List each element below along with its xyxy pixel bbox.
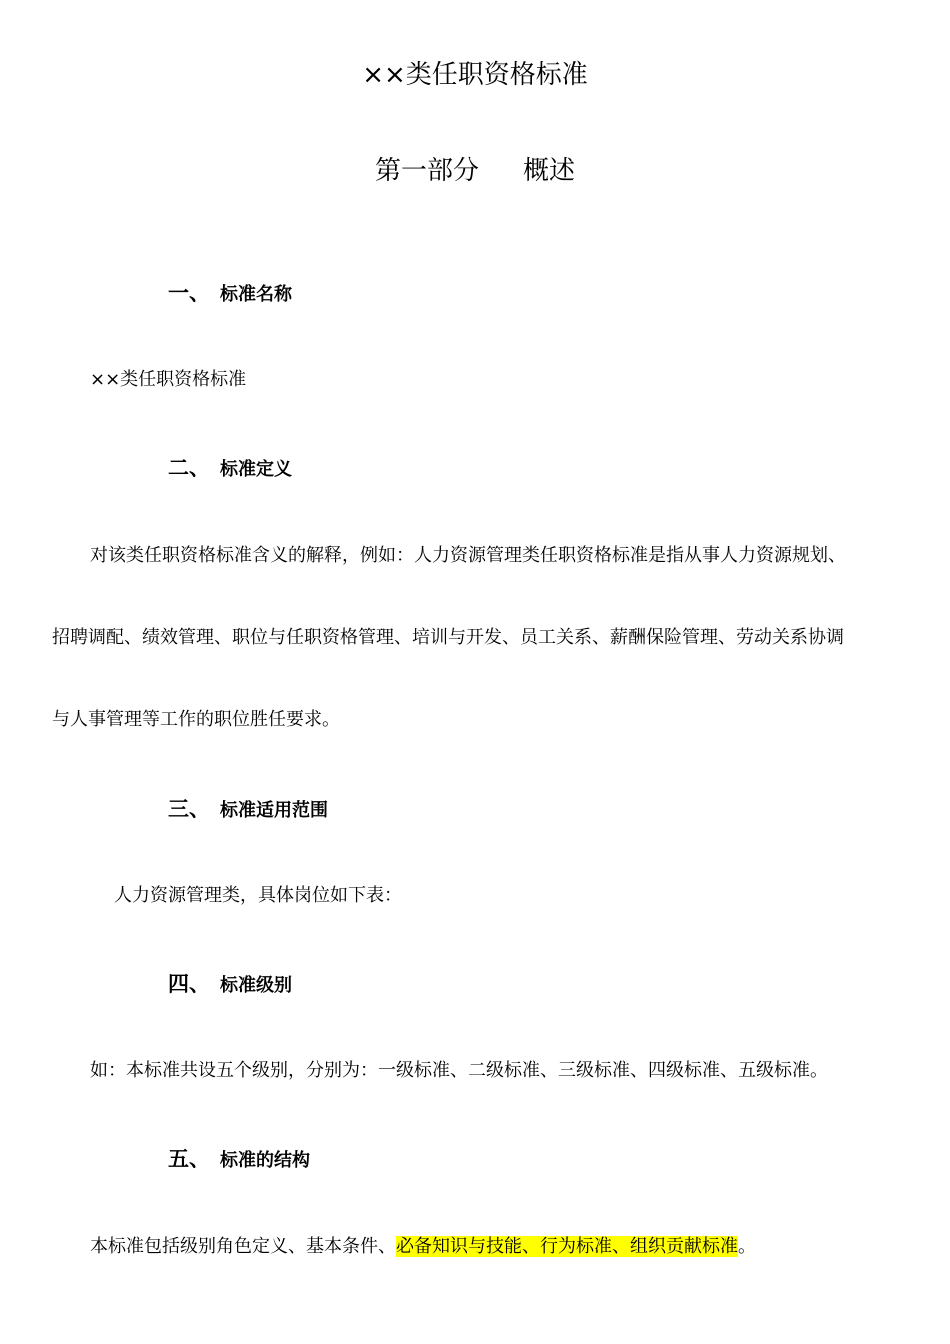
section-heading-3: [168, 796, 328, 824]
section-title: 标准名称: [220, 284, 292, 305]
section-number: 一、: [168, 281, 210, 305]
section-title: 标准级别: [220, 975, 292, 996]
paragraph-line: 对该类任职资格标准含义的解释，例如：人力资源管理类任职资格标准是指从事人力资源规划、: [90, 545, 846, 566]
section-title: 标准定义: [220, 459, 292, 480]
section-number: 四、: [168, 972, 210, 996]
part-name: 概述: [523, 156, 576, 186]
paragraph-line: 招聘调配、绩效管理、职位与任职资格管理、培训与开发、员工关系、薪酬保险管理、劳动关系协调: [52, 627, 844, 648]
document-title: ××类任职资格标准: [362, 60, 588, 90]
section-title: 标准适用范围: [220, 800, 328, 821]
part-title: [0, 154, 950, 188]
section-heading-1: [168, 280, 292, 308]
section-body-5: [90, 1234, 756, 1260]
section-body-4: 如：本标准共设五个级别，分别为：一级标准、二级标准、三级标准、四级标准、五级标准。: [90, 1060, 828, 1081]
body-text: 本标准包括级别角色定义、基本条件、: [90, 1236, 396, 1257]
section-body-3: 人力资源管理类，具体岗位如下表：: [114, 885, 402, 906]
body-text: 。: [738, 1236, 756, 1257]
paragraph-line: 与人事管理等工作的职位胜任要求。: [52, 709, 340, 730]
highlighted-text: 必备知识与技能、行为标准、组织贡献标准: [396, 1236, 738, 1257]
section-heading-5: [168, 1146, 310, 1174]
section-number: 五、: [168, 1147, 210, 1171]
section-heading-4: [168, 971, 292, 999]
section-heading-2: [168, 455, 292, 483]
section-number: 三、: [168, 797, 210, 821]
section-title: 标准的结构: [220, 1150, 310, 1171]
section-body-1: ××类任职资格标准: [90, 369, 247, 390]
section-number: 二、: [168, 456, 210, 480]
part-label: 第一部分: [374, 156, 479, 186]
